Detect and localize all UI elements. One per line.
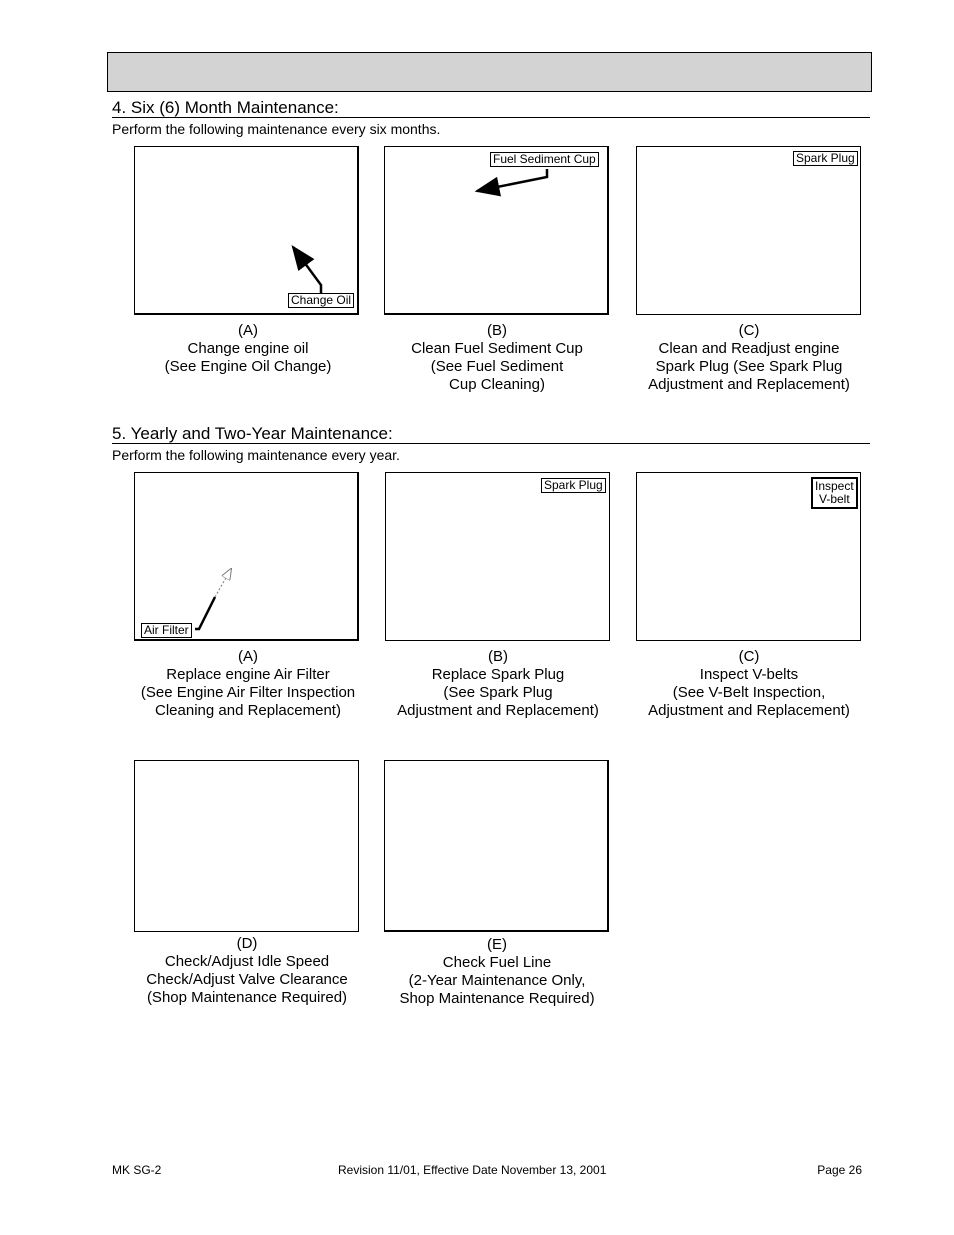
caption-5d	[122, 935, 372, 1007]
caption-line: Inspect V-belts	[699, 666, 799, 683]
caption-4a	[123, 322, 373, 376]
caption-line: Adjustment and Replacement)	[648, 702, 850, 719]
section-4-title: 4. Six (6) Month Maintenance:	[112, 98, 339, 117]
photo-spark-plug-replace	[385, 472, 610, 641]
caption-letter: (D)	[236, 935, 258, 952]
caption-line: Adjustment and Replacement)	[648, 376, 850, 393]
caption-line: Cup Cleaning)	[449, 376, 545, 393]
caption-5c	[624, 648, 874, 720]
caption-line: Spark Plug (See Spark Plug	[655, 358, 843, 375]
photo-tag: Spark Plug	[541, 478, 606, 493]
photo-fuel-line	[384, 760, 609, 932]
photo-spark-plug	[636, 146, 861, 315]
section-4-rule	[112, 117, 870, 118]
caption-4b	[372, 322, 622, 394]
photo-fuel-sediment-cup	[384, 146, 609, 315]
caption-line: Clean Fuel Sediment Cup	[411, 340, 583, 357]
caption-line: Change engine oil	[187, 340, 309, 357]
photo-tag: Air Filter	[141, 623, 192, 638]
footer-revision: Revision 11/01, Effective Date November 13, 2001	[338, 1163, 607, 1177]
caption-line: (See V-Belt Inspection,	[672, 684, 826, 701]
caption-letter: (B)	[488, 648, 508, 665]
caption-5e	[372, 936, 622, 1008]
caption-line: (2-Year Maintenance Only,	[408, 972, 586, 989]
photo-tag: Spark Plug	[793, 151, 858, 166]
caption-letter: (B)	[487, 322, 507, 339]
pointer-arrow	[135, 147, 357, 313]
photo-v-belt	[636, 472, 861, 641]
caption-line: (Shop Maintenance Required)	[146, 989, 348, 1006]
caption-line: Replace Spark Plug	[431, 666, 565, 683]
pointer-arrow	[385, 147, 607, 313]
caption-letter: (A)	[238, 648, 258, 665]
caption-line: Check/Adjust Idle Speed	[164, 953, 330, 970]
caption-line: Adjustment and Replacement)	[397, 702, 599, 719]
caption-line: (See Fuel Sediment	[430, 358, 564, 375]
footer-doc-id: MK SG-2	[112, 1163, 162, 1177]
caption-letter: (E)	[487, 936, 507, 953]
caption-4c	[624, 322, 874, 394]
photo-change-oil	[134, 146, 359, 315]
caption-letter: (A)	[238, 322, 258, 339]
photo-tag: Inspect V-belt	[811, 477, 858, 509]
caption-letter: (C)	[738, 648, 760, 665]
caption-line: Replace engine Air Filter	[166, 666, 330, 683]
section-4-intro: Perform the following maintenance every six months.	[112, 121, 441, 137]
pointer-arrow	[135, 473, 357, 639]
caption-line: Clean and Readjust engine	[658, 340, 840, 357]
caption-line: Check/Adjust Valve Clearance	[146, 971, 348, 988]
caption-5b	[373, 648, 623, 720]
caption-line: Shop Maintenance Required)	[399, 990, 595, 1007]
photo-air-filter	[134, 472, 359, 641]
caption-letter: (C)	[738, 322, 760, 339]
caption-line: (See Engine Air Filter Inspection	[140, 684, 356, 701]
photo-tag: Fuel Sediment Cup	[490, 152, 599, 167]
section-5-rule	[112, 443, 870, 444]
caption-line: Cleaning and Replacement)	[155, 702, 341, 719]
caption-line: Check Fuel Line	[442, 954, 552, 971]
caption-line: (See Spark Plug	[443, 684, 553, 701]
caption-line: (See Engine Oil Change)	[164, 358, 332, 375]
photo-tag: Change Oil	[288, 293, 354, 308]
caption-5a	[123, 648, 373, 720]
footer-page-number: Page 26	[817, 1163, 862, 1177]
section-5-title: 5. Yearly and Two-Year Maintenance:	[112, 424, 393, 443]
section-5-intro: Perform the following maintenance every year.	[112, 447, 400, 463]
header-bar	[107, 52, 872, 92]
photo-idle-speed	[134, 760, 359, 932]
